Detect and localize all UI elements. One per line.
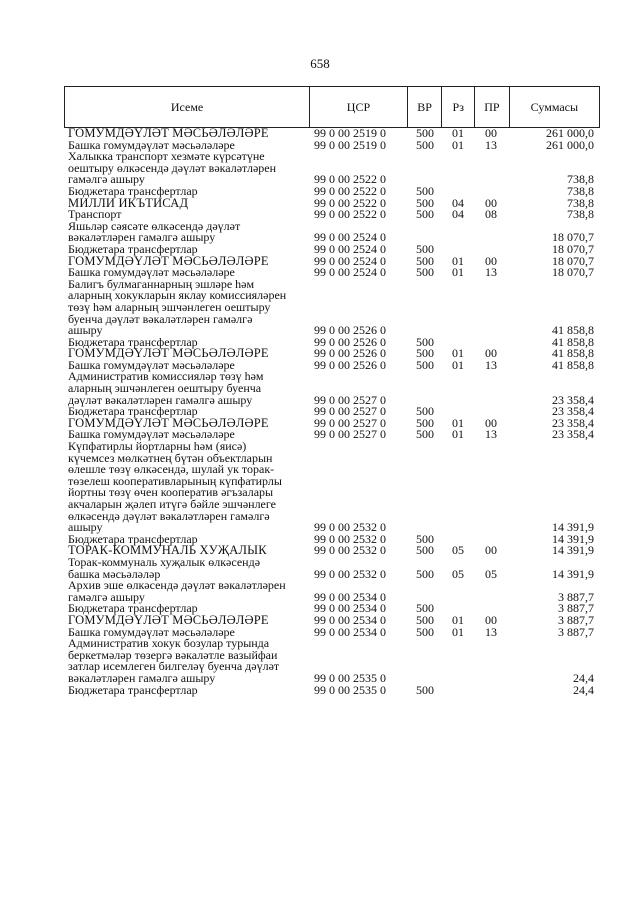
row-rz: 01 xyxy=(452,357,464,372)
row-csr: 99 0 00 2519 0 xyxy=(314,137,386,152)
row-name-line: ГОМУМДӘҮЛӘТ МӘСЬӘЛӘЛӘРЕ xyxy=(68,346,269,361)
row-name-line: гамәлгә ашыру xyxy=(68,172,145,187)
table-row xyxy=(64,276,600,338)
table-header xyxy=(64,86,600,128)
page-number: 658 xyxy=(310,56,330,71)
row-rz: 01 xyxy=(452,427,464,442)
row-rz: 01 xyxy=(452,253,464,268)
row-vr: 500 xyxy=(416,357,434,372)
row-rz: 05 xyxy=(452,543,464,558)
row-sum: 14 391,9 xyxy=(552,566,594,581)
header-name: Исеме xyxy=(65,87,310,128)
row-vr: 500 xyxy=(416,265,434,280)
row-pr: 00 xyxy=(485,253,497,268)
row-sum: 23 358,4 xyxy=(552,427,594,442)
row-pr: 05 xyxy=(485,566,497,581)
row-name-line: ашыру xyxy=(68,520,103,535)
row-sum: 18 070,7 xyxy=(552,230,594,245)
row-sum: 41 858,8 xyxy=(552,323,594,338)
row-pr: 00 xyxy=(485,346,497,361)
header-csr: ЦСР xyxy=(310,87,408,128)
row-name-line: аларның эшчәнлеген оештыру буенча xyxy=(68,381,262,396)
table-row xyxy=(64,682,600,697)
header-rz: Рз xyxy=(442,87,475,128)
row-csr: 99 0 00 2527 0 xyxy=(314,415,386,430)
row-csr: 99 0 00 2522 0 xyxy=(314,183,386,198)
row-sum: 261 000,0 xyxy=(546,137,594,152)
table-body xyxy=(64,128,600,696)
row-csr: 99 0 00 2519 0 xyxy=(314,126,386,140)
row-sum: 23 358,4 xyxy=(552,415,594,430)
row-csr: 99 0 00 2526 0 xyxy=(314,334,386,349)
row-sum: 14 391,9 xyxy=(552,520,594,535)
row-name-line: МИЛЛИ ИКЪТИСАД xyxy=(68,195,189,210)
header-vr: ВР xyxy=(407,87,442,128)
row-rz: 01 xyxy=(452,612,464,627)
row-sum: 738,8 xyxy=(567,183,594,198)
row-csr: 99 0 00 2532 0 xyxy=(314,531,386,546)
row-rz: 04 xyxy=(452,207,464,222)
row-name-line: төзелеш кооперативларының күпфатирлы xyxy=(68,473,282,488)
row-name-line: Яшьләр сәясәте өлкәсендә дәүләт xyxy=(68,218,241,233)
row-name xyxy=(64,276,308,338)
row-csr: 99 0 00 2524 0 xyxy=(314,265,386,280)
row-pr: 13 xyxy=(485,624,497,639)
table-row xyxy=(64,638,600,684)
row-name-line: Башка гомумдәүләт мәсьәләләре xyxy=(68,137,235,152)
row-sum: 3 887,7 xyxy=(558,624,594,639)
row-csr: 99 0 00 2534 0 xyxy=(314,601,386,616)
row-name-line: Бюджетара трансфертлар xyxy=(68,334,198,349)
row-vr: 500 xyxy=(416,195,434,210)
row-csr: 99 0 00 2526 0 xyxy=(314,323,386,338)
row-vr: 500 xyxy=(416,543,434,558)
row-csr: 99 0 00 2522 0 xyxy=(314,207,386,222)
row-name-line: Бюджетара трансфертлар xyxy=(68,404,198,419)
row-name-line: Торак-коммуналь хуҗалык өлкәсендә xyxy=(68,554,261,569)
row-name-line: Бюджетара трансфертлар xyxy=(68,241,198,256)
row-csr: 99 0 00 2522 0 xyxy=(314,195,386,210)
row-sum: 41 858,8 xyxy=(552,357,594,372)
row-sum: 18 070,7 xyxy=(552,241,594,256)
row-rz: 01 xyxy=(452,137,464,152)
row-sum: 738,8 xyxy=(567,207,594,222)
row-sum: 41 858,8 xyxy=(552,334,594,349)
row-pr: 00 xyxy=(485,126,497,140)
row-sum: 18 070,7 xyxy=(552,253,594,268)
row-vr: 500 xyxy=(416,624,434,639)
row-vr: 500 xyxy=(416,601,434,616)
row-name-line: Бюджетара трансфертлар xyxy=(68,682,198,697)
row-rz: 04 xyxy=(452,195,464,210)
row-vr: 500 xyxy=(416,415,434,430)
row-name-line: Административ хокук бозулар турында xyxy=(68,636,270,651)
row-name-line: гамәлгә ашыру xyxy=(68,589,145,604)
row-csr: 99 0 00 2534 0 xyxy=(314,612,386,627)
row-name-line: беркетмәләр төзергә вәкаләтле вазыйфаи xyxy=(68,647,278,662)
table-row xyxy=(64,554,600,581)
row-vr: 500 xyxy=(416,137,434,152)
row-sum: 3 887,7 xyxy=(558,612,594,627)
row-name-line: Балигъ булмаганнарның эшләре һәм xyxy=(68,276,255,291)
row-vr: 500 xyxy=(416,207,434,222)
row-name-line: затлар исемлеген билгеләү буенча дәүләт xyxy=(68,659,280,674)
row-sum: 41 858,8 xyxy=(552,346,594,361)
row-name xyxy=(64,441,308,534)
row-sum: 14 391,9 xyxy=(552,543,594,558)
row-name-line: Бюджетара трансфертлар xyxy=(68,183,198,198)
row-csr: 99 0 00 2524 0 xyxy=(314,241,386,256)
row-rz: 01 xyxy=(452,346,464,361)
row-name xyxy=(64,151,308,186)
row-name-line: өлкәсендә дәүләт вәкаләтләрен гамәлгә xyxy=(68,508,270,523)
row-name-line: Халыкка транспорт хезмәте күрсәтүне xyxy=(68,149,265,164)
row-name-line: Башка гомумдәүләт мәсьәләләре xyxy=(68,427,235,442)
header-pr: ПР xyxy=(475,87,510,128)
row-csr: 99 0 00 2524 0 xyxy=(314,253,386,268)
row-rz: 01 xyxy=(452,415,464,430)
row-name-line: вәкаләтләрен гамәлгә ашыру xyxy=(68,670,216,685)
row-sum: 14 391,9 xyxy=(552,531,594,546)
row-pr: 00 xyxy=(485,195,497,210)
row-vr: 500 xyxy=(416,183,434,198)
header-sum: Суммасы xyxy=(509,87,599,128)
row-vr: 500 xyxy=(416,682,434,697)
row-name xyxy=(64,371,308,406)
row-name xyxy=(64,218,308,245)
table-row xyxy=(64,580,600,603)
row-name-line: оештыру өлкәсендә дәүләт вәкаләтләрен xyxy=(68,160,277,175)
row-sum: 738,8 xyxy=(567,195,594,210)
row-sum: 24,4 xyxy=(573,670,594,685)
row-name-line: Бюджетара трансфертлар xyxy=(68,601,198,616)
row-csr: 99 0 00 2526 0 xyxy=(314,346,386,361)
row-name-line: буенча дәүләт вәкаләтләрен гамәлгә xyxy=(68,311,253,326)
row-name-line: ГОМУМДӘҮЛӘТ МӘСЬӘЛӘЛӘРЕ xyxy=(68,612,269,627)
row-csr: 99 0 00 2522 0 xyxy=(314,172,386,187)
row-sum: 738,8 xyxy=(567,172,594,187)
row-sum: 18 070,7 xyxy=(552,265,594,280)
row-csr: 99 0 00 2535 0 xyxy=(314,682,386,697)
row-pr: 00 xyxy=(485,612,497,627)
row-name xyxy=(64,682,308,697)
row-name-line: вәкаләтләрен гамәлгә ашыру xyxy=(68,230,216,245)
row-sum: 3 887,7 xyxy=(558,589,594,604)
row-vr: 500 xyxy=(416,404,434,419)
row-csr: 99 0 00 2534 0 xyxy=(314,624,386,639)
row-name-line: Транспорт xyxy=(68,207,122,222)
row-name-line: өлешле төзү өлкәсендә, шулай ук торак- xyxy=(68,462,275,477)
row-name-line: ГОМУМДӘҮЛӘТ МӘСЬӘЛӘЛӘРЕ xyxy=(68,126,269,140)
row-csr: 99 0 00 2532 0 xyxy=(314,543,386,558)
row-pr: 08 xyxy=(485,207,497,222)
row-name-line: төзү һәм аларның эшчәнлеген оештыру xyxy=(68,299,271,314)
row-sum: 23 358,4 xyxy=(552,404,594,419)
row-csr: 99 0 00 2532 0 xyxy=(314,566,386,581)
row-csr: 99 0 00 2527 0 xyxy=(314,427,386,442)
row-csr: 99 0 00 2527 0 xyxy=(314,392,386,407)
row-name xyxy=(64,638,308,684)
table-row xyxy=(64,441,600,534)
row-pr: 13 xyxy=(485,265,497,280)
row-name-line: Административ комиссияләр төзү һәм xyxy=(68,369,264,384)
row-rz: 01 xyxy=(452,126,464,140)
row-name-line: Күпфатирлы йортларны һәм (яисә) xyxy=(68,439,247,454)
row-name-line: Башка гомумдәүләт мәсьәләләре xyxy=(68,624,235,639)
row-name-line: дәүләт вәкаләтләрен гамәлгә ашыру xyxy=(68,392,253,407)
table-row xyxy=(64,218,600,245)
row-csr: 99 0 00 2526 0 xyxy=(314,357,386,372)
row-name xyxy=(64,580,308,603)
row-vr: 500 xyxy=(416,346,434,361)
row-sum: 24,4 xyxy=(573,682,594,697)
table-row xyxy=(64,151,600,186)
row-sum: 261 000,0 xyxy=(546,126,594,140)
row-vr: 500 xyxy=(416,253,434,268)
row-name-line: башка мәсьәләләр xyxy=(68,566,161,581)
row-name-line: Бюджетара трансфертлар xyxy=(68,531,198,546)
row-name-line: күчемсез мөлкәтнең бүтән объектларын xyxy=(68,450,273,465)
row-rz: 01 xyxy=(452,624,464,639)
row-name-line: Архив эше өлкәсендә дәүләт вәкаләтләрен xyxy=(68,578,286,593)
row-name-line: Башка гомумдәүләт мәсьәләләре xyxy=(68,265,235,280)
row-pr: 00 xyxy=(485,415,497,430)
row-vr: 500 xyxy=(416,427,434,442)
row-csr: 99 0 00 2527 0 xyxy=(314,404,386,419)
row-rz: 01 xyxy=(452,265,464,280)
row-vr: 500 xyxy=(416,241,434,256)
row-pr: 13 xyxy=(485,137,497,152)
row-vr: 500 xyxy=(416,334,434,349)
row-name-line: ашыру xyxy=(68,323,103,338)
row-csr: 99 0 00 2534 0 xyxy=(314,589,386,604)
table-row xyxy=(64,371,600,406)
row-name-line: ГОМУМДӘҮЛӘТ МӘСЬӘЛӘЛӘРЕ xyxy=(68,415,269,430)
row-csr: 99 0 00 2535 0 xyxy=(314,670,386,685)
row-name-line: ГОМУМДӘҮЛӘТ МӘСЬӘЛӘЛӘРЕ xyxy=(68,253,269,268)
row-name-line: акчаларын җәлеп итүгә бәйле эшчәнлеге xyxy=(68,497,276,511)
row-sum: 3 887,7 xyxy=(558,601,594,616)
row-vr: 500 xyxy=(416,126,434,140)
row-csr: 99 0 00 2524 0 xyxy=(314,230,386,245)
row-name-line: аларның хокукларын яклау комиссияләрен xyxy=(68,288,287,303)
row-pr: 13 xyxy=(485,427,497,442)
row-vr: 500 xyxy=(416,566,434,581)
row-csr: 99 0 00 2532 0 xyxy=(314,520,386,535)
row-name xyxy=(64,554,308,581)
row-sum: 23 358,4 xyxy=(552,392,594,407)
row-name-line: Башка гомумдәүләт мәсьәләләре xyxy=(68,357,235,372)
row-vr: 500 xyxy=(416,531,434,546)
row-pr: 13 xyxy=(485,357,497,372)
row-name-line: йортны төзү өчен кооператив әгъзалары xyxy=(68,485,274,500)
row-name-line: ТОРАК-КОММУНАЛЬ ХУҖАЛЫК xyxy=(68,543,267,558)
row-vr: 500 xyxy=(416,612,434,627)
row-pr: 00 xyxy=(485,543,497,558)
row-rz: 05 xyxy=(452,566,464,581)
